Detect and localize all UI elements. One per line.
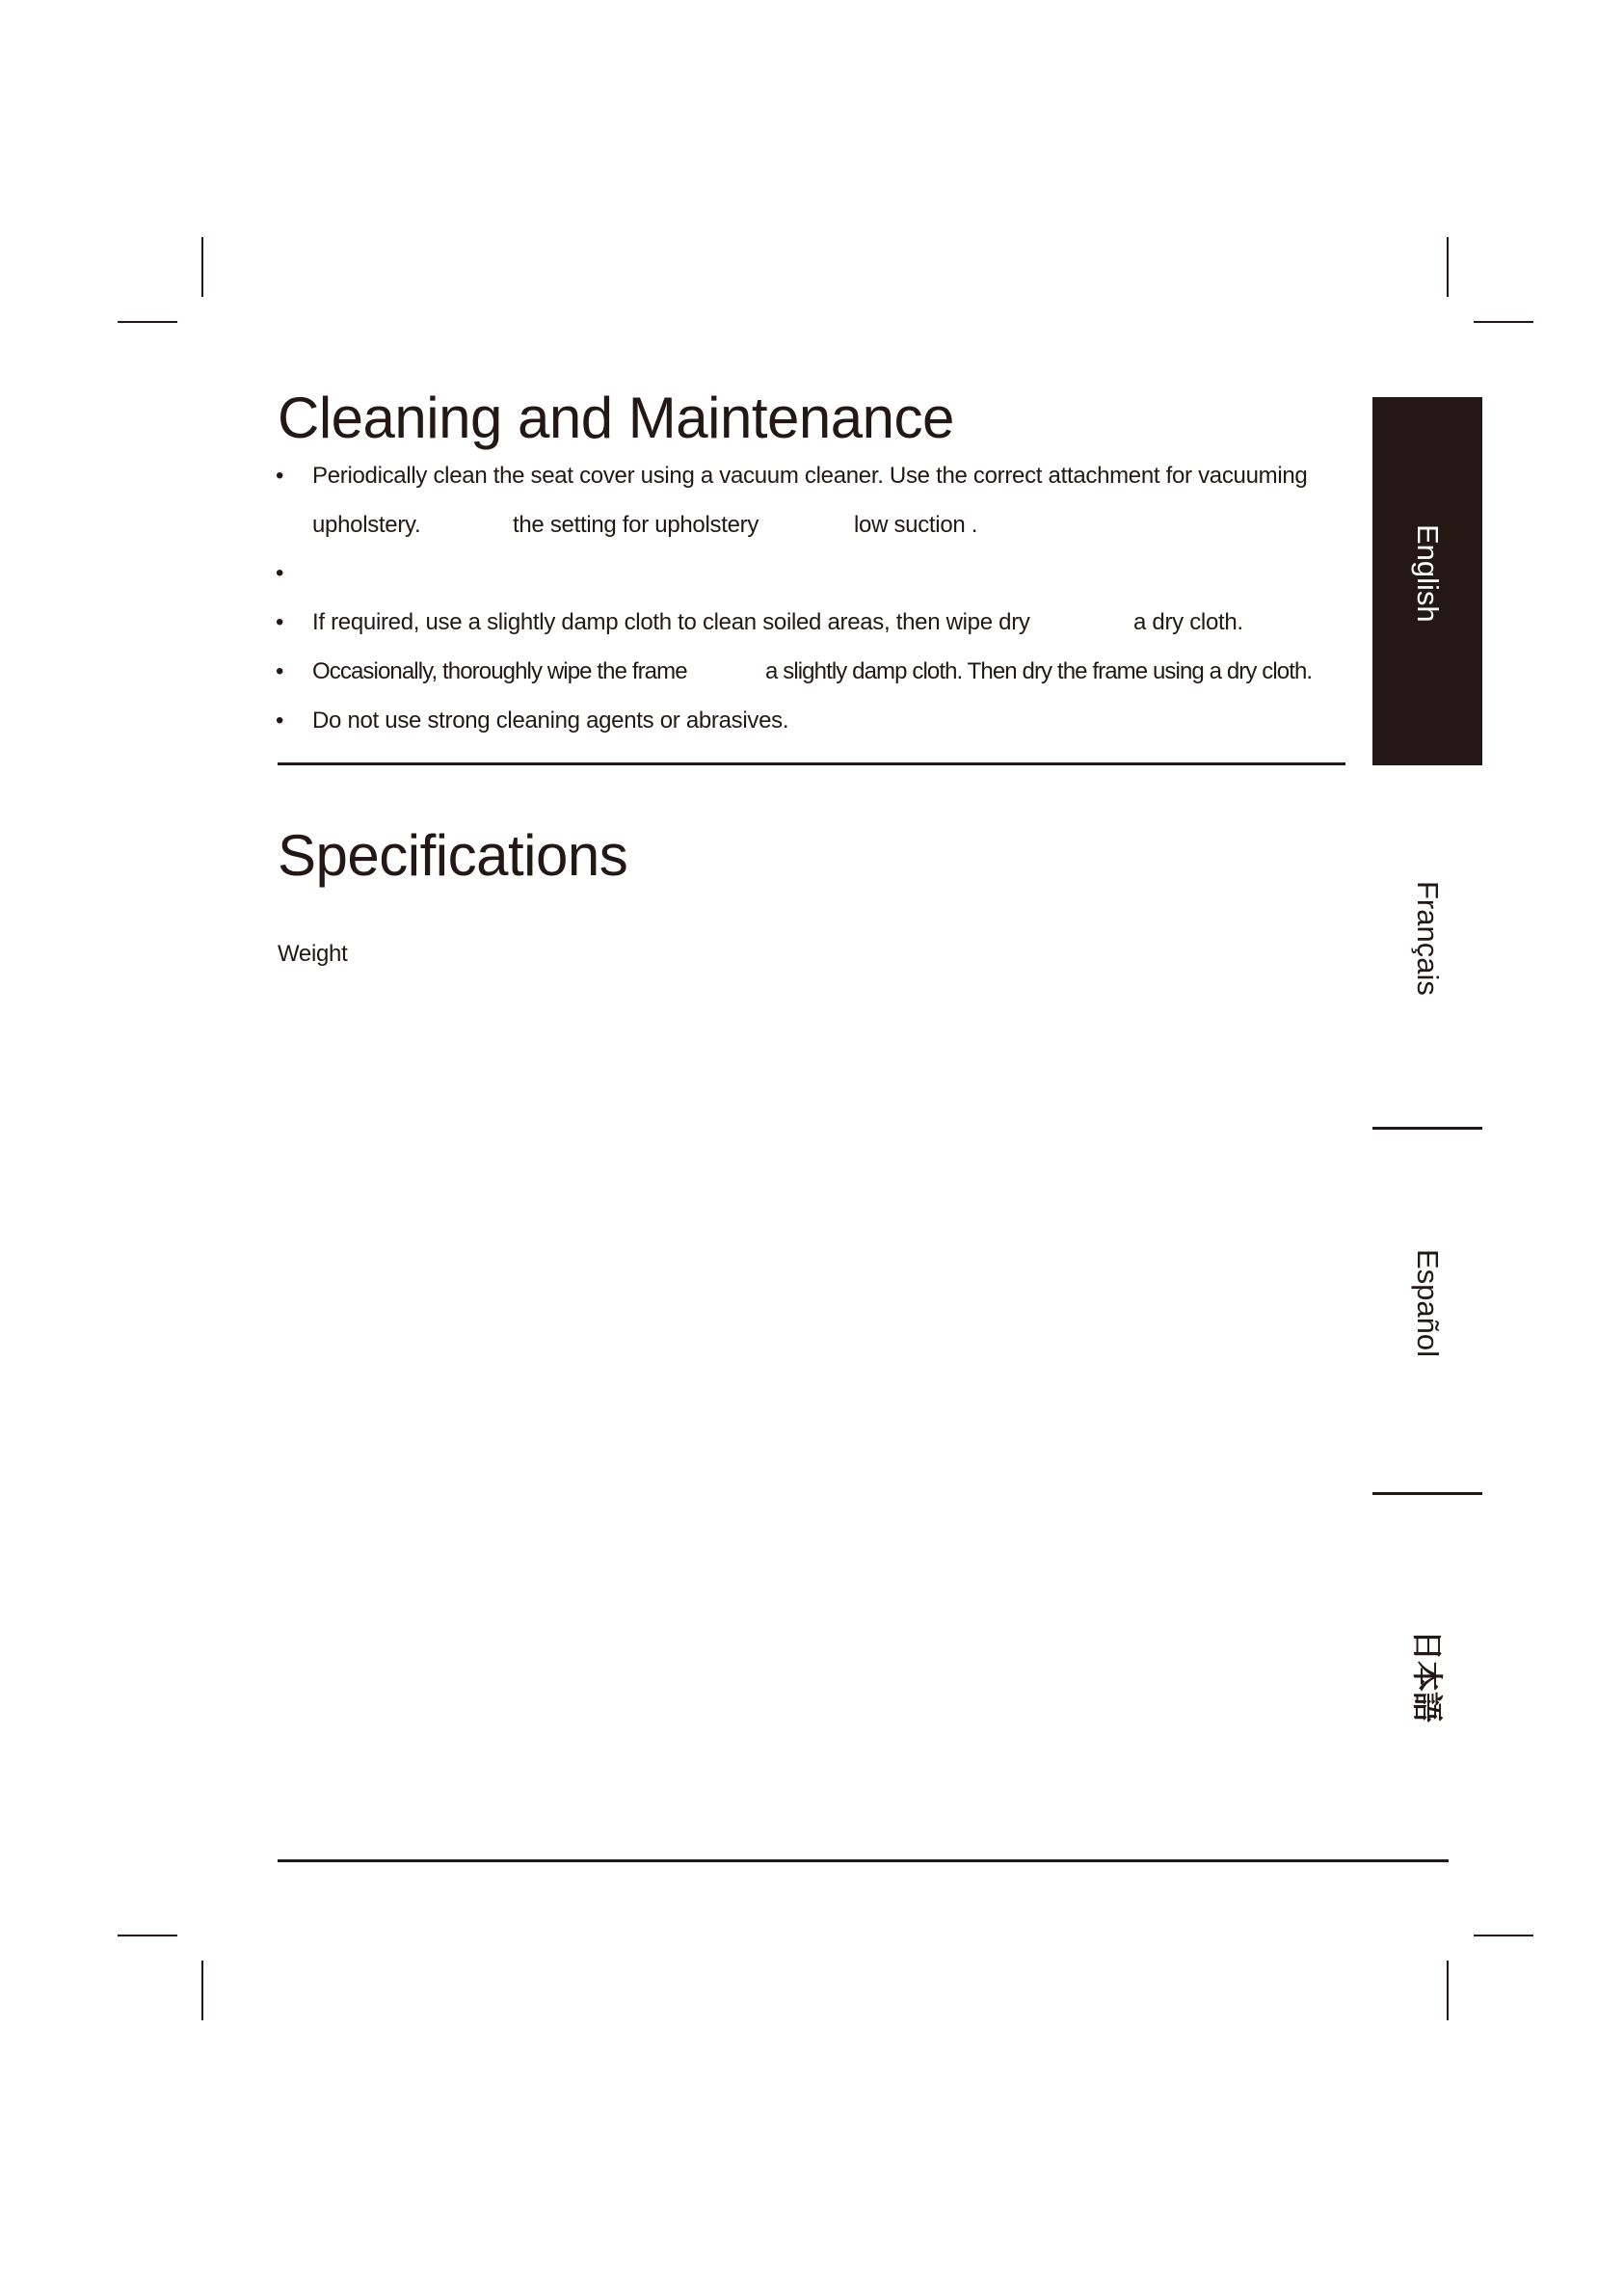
footer-divider [278, 1859, 1449, 1862]
text-segment: Occasionally, thoroughly wipe the frame [312, 658, 687, 684]
bullet-icon: • [276, 463, 284, 489]
bullet-icon: • [276, 609, 284, 635]
text-segment: Periodically clean the seat cover using a vacuum cleaner. Use the correct attachment for vacuuming [312, 463, 1308, 489]
tab-francais-label: Français [1411, 881, 1445, 996]
tab-espanol-label: Español [1411, 1249, 1445, 1358]
tab-japanese[interactable] [1372, 1495, 1482, 1857]
text-segment: upholstery. [312, 512, 421, 538]
tab-english-label: English [1411, 524, 1445, 623]
text-segment: a dry cloth. [1133, 609, 1243, 635]
bullet-icon: • [276, 658, 284, 684]
text-segment: Do not use strong cleaning agents or abrasives. [312, 707, 789, 734]
bullet-icon: • [276, 560, 284, 586]
text-segment: a slightly damp cloth. Then dry the frame using a dry cloth. [765, 658, 1313, 684]
text-segment: If required, use a slightly damp cloth to clean soiled areas, then wipe dry [312, 609, 1030, 635]
bullet-icon: • [276, 707, 284, 734]
text-segment: Weight [278, 941, 348, 967]
text-segment: the setting for upholstery [513, 512, 759, 538]
section-divider [278, 762, 1345, 765]
tab-japanese-label: 日本語 [1410, 1630, 1445, 1723]
crop-mark-bottom-right-vertical [1447, 1961, 1449, 2020]
crop-mark-top-left-horizontal [118, 321, 177, 323]
tab-english[interactable] [1372, 397, 1482, 765]
crop-mark-bottom-left-horizontal [118, 1935, 177, 1936]
cleaning-title: Cleaning and Maintenance [278, 386, 954, 450]
crop-mark-top-left-vertical [201, 237, 203, 297]
text-segment: low suction . [854, 512, 978, 538]
crop-mark-bottom-right-horizontal [1474, 1935, 1533, 1936]
crop-mark-top-right-vertical [1447, 237, 1449, 297]
crop-mark-bottom-left-vertical [201, 1961, 203, 2020]
crop-mark-top-right-horizontal [1474, 321, 1533, 323]
tab-francais[interactable] [1372, 765, 1482, 1128]
specifications-title: Specifications [278, 823, 628, 888]
tab-espanol[interactable] [1372, 1130, 1482, 1492]
